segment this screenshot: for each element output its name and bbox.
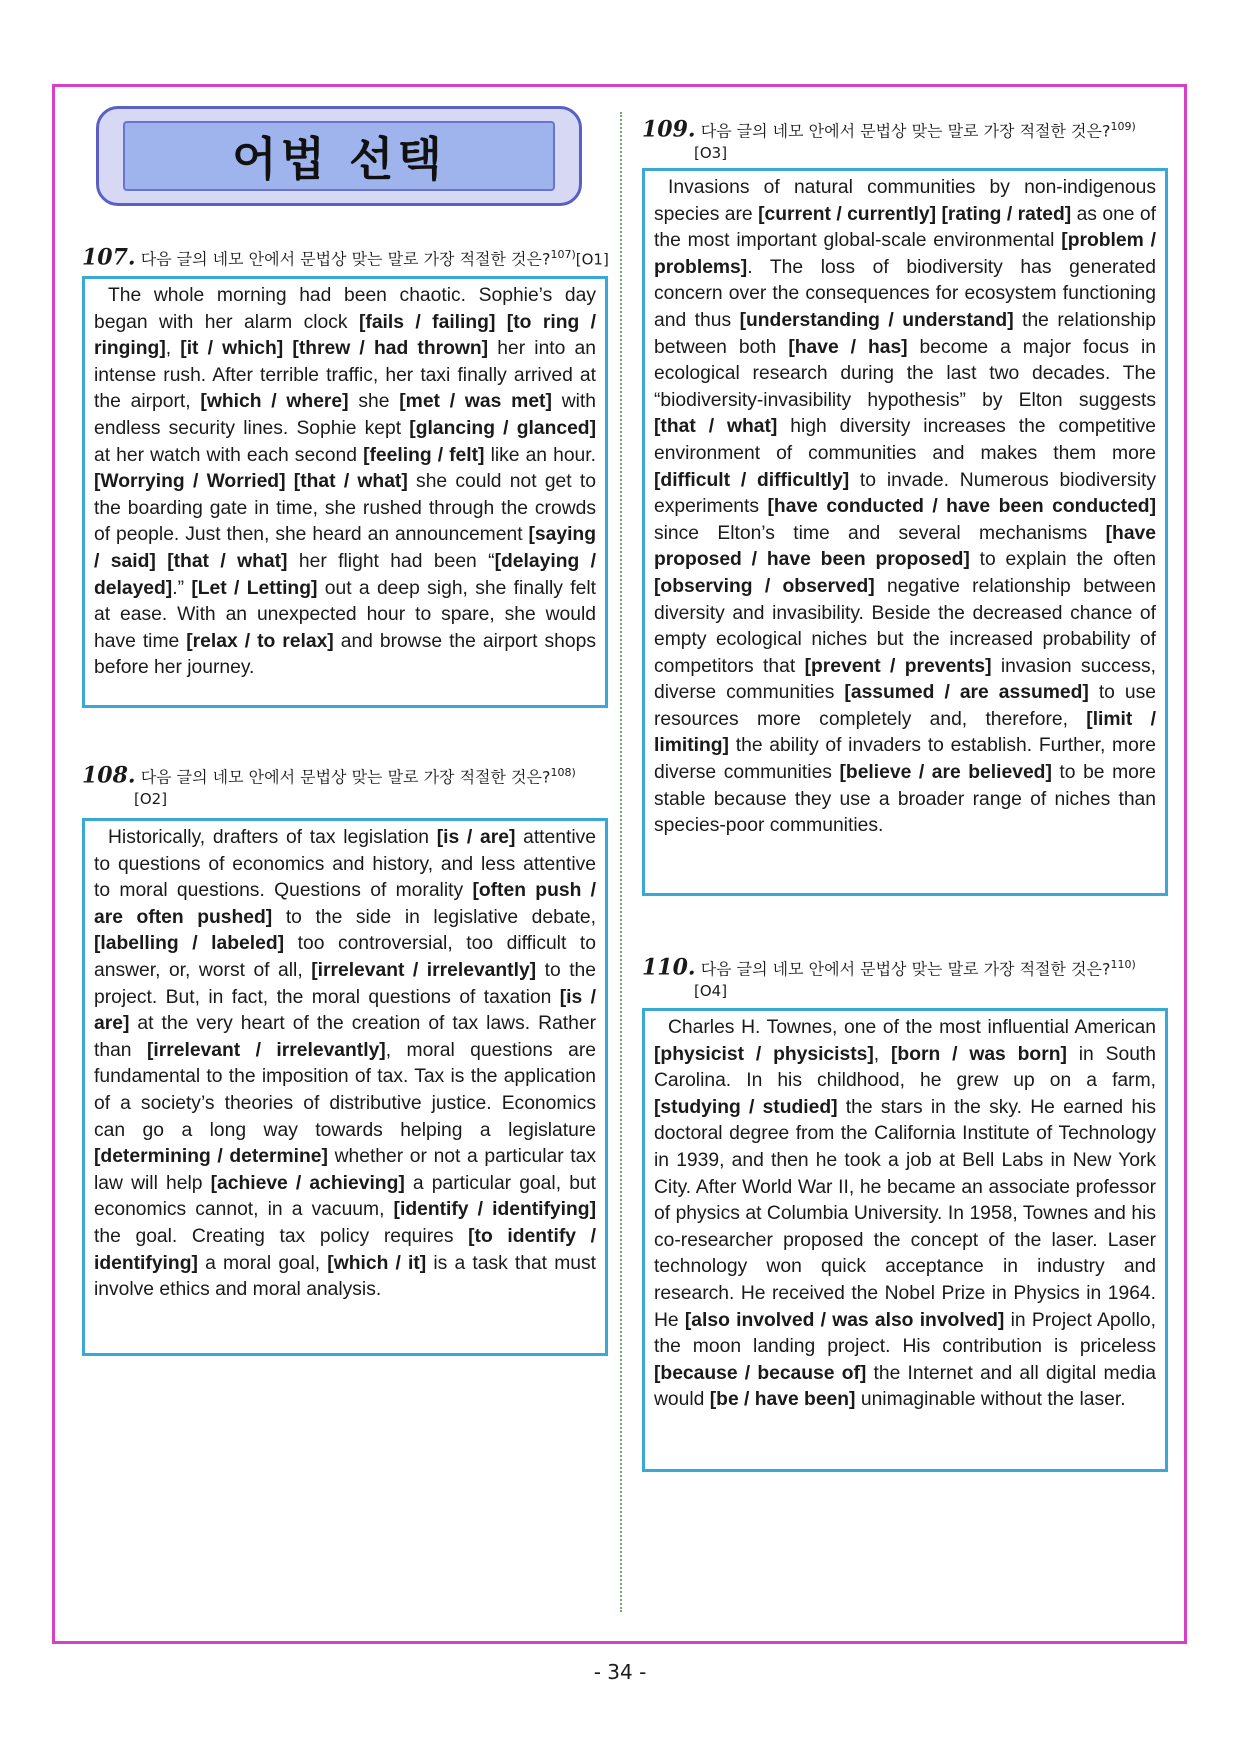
passage-box-108: [82, 818, 608, 1356]
choice-bracket: [identify / identifying]: [393, 1199, 596, 1221]
choice-bracket: [limit / limiting]: [654, 708, 1156, 757]
choice-bracket: [which / it]: [327, 1252, 427, 1274]
choice-bracket: [determining / determine]: [94, 1146, 328, 1168]
choice-bracket: [labelling / labeled]: [94, 933, 285, 955]
choice-bracket: [that / what]: [167, 550, 288, 572]
question-code: [O3]: [694, 144, 728, 163]
choice-bracket: [studying / studied]: [654, 1096, 838, 1118]
question-header-107: [82, 244, 622, 270]
passage-text: Historically, drafters of tax legislation [is / are] attentive to questions of economics and history, and less attentive to moral questions. Questions of morality [often push / are often pushed] to the side in legislative debate, [labelling / labeled] too controversial, too difficult to answer, or, worst of all, [irrelevant / irrelevantly] to the project. But, in fact, the moral questions of taxation [is / are] at the very heart of the creation of tax laws. Rather than [irrelevant / irrelevantly], moral questions are fundamental to the imposition of tax. Tax is the application of a society’s theories of distributive justice. Economics can go a long way towards helping a legislature [determining / determine] whether or not a particular tax law will help [achieve / achieving] a particular goal, but economics cannot, in a vacuum, [identify / identifying] the goal. Creating tax policy requires [to identify / identifying] a moral goal, [which / it] is a task that must involve ethics and moral analysis.: [94, 827, 597, 1301]
choice-bracket: [be / have been]: [709, 1389, 856, 1411]
question-instruction: 다음 글의 네모 안에서 문법상 맞는 말로 가장 적절한 것은?: [700, 959, 1111, 979]
question-code: [O1]: [575, 250, 609, 269]
title-inner: [123, 121, 555, 191]
choice-bracket: [is / are]: [436, 827, 516, 848]
title-badge: [96, 106, 582, 206]
choice-bracket: [assumed / are assumed]: [844, 682, 1089, 704]
question-instruction: 다음 글의 네모 안에서 문법상 맞는 말로 가장 적절한 것은?: [140, 249, 551, 269]
choice-bracket: [Let / Letting]: [191, 577, 318, 599]
choice-bracket: [difficult / difficultly]: [654, 469, 850, 491]
question-code: [O2]: [134, 790, 168, 809]
column-divider: [620, 112, 622, 1612]
choice-bracket: [achieve / achieving]: [210, 1172, 405, 1194]
question-header-108: [82, 762, 622, 810]
choice-bracket: [fails / failing]: [358, 311, 496, 333]
choice-bracket: [met / was met]: [399, 391, 552, 413]
choice-bracket: [which / where]: [200, 391, 349, 413]
choice-bracket: [have conducted / have been conducted]: [767, 496, 1156, 518]
choice-bracket: [Worrying / Worried]: [94, 471, 286, 493]
choice-bracket: [physicist / physicists]: [654, 1043, 874, 1065]
choice-bracket: [saying / said]: [94, 524, 596, 572]
choice-bracket: [observing / observed]: [654, 575, 875, 597]
question-instruction: 다음 글의 네모 안에서 문법상 맞는 말로 가장 적절한 것은?: [140, 767, 551, 787]
question-header-109: [642, 116, 1182, 164]
footnote-marker: 110): [1110, 958, 1136, 971]
question-instruction: 다음 글의 네모 안에서 문법상 맞는 말로 가장 적절한 것은?: [700, 121, 1111, 141]
question-number: 109.: [642, 116, 696, 143]
choice-bracket: [to identify / identifying]: [94, 1225, 596, 1274]
footnote-marker: 107): [550, 248, 576, 261]
choice-bracket: [believe / are believed]: [839, 762, 1052, 784]
choice-bracket: [feeling / felt]: [363, 444, 485, 466]
choice-bracket: [prevent / prevents]: [804, 655, 992, 677]
choice-bracket: [glancing / glanced]: [409, 417, 596, 439]
choice-bracket: [current / currently]: [758, 203, 937, 225]
question-header-110: [642, 954, 1182, 1002]
choice-bracket: [problem / problems]: [654, 230, 1157, 278]
choice-bracket: [irrelevant / irrelevantly]: [311, 959, 537, 981]
choice-bracket: [irrelevant / irrelevantly]: [146, 1039, 386, 1061]
choice-bracket: [it / which]: [180, 338, 284, 360]
choice-bracket: [because / because of]: [654, 1362, 867, 1384]
choice-bracket: [born / was born]: [891, 1043, 1067, 1065]
question-number: 110.: [642, 954, 696, 981]
passage-box-109: [642, 168, 1168, 896]
choice-bracket: [that / what]: [293, 471, 408, 493]
choice-bracket: [often push / are often pushed]: [94, 880, 597, 928]
page-number: - 34 -: [593, 1660, 647, 1684]
passage-box-110: [642, 1008, 1168, 1472]
footnote-marker: 109): [1110, 120, 1136, 133]
choice-bracket: [is / are]: [94, 986, 596, 1035]
passage-box-107: [82, 276, 608, 708]
choice-bracket: [threw / had thrown]: [292, 338, 489, 360]
choice-bracket: [relax / to relax]: [186, 630, 334, 652]
passage-text: The whole morning had been chaotic. Sophie’s day began with her alarm clock [fails / failing] [to ring / ringing], [it / which] [threw / had thrown] her into an intense rush. After terrible traffic, her taxi finally arrived at the airport, [which / where] she [met / was met] with endless security lines. Sophie kept [glancing / glanced] at her watch with each second [feeling / felt] like an hour. [Worrying / Worried] [that / what] she could not get to the boarding gate in time, she rushed through the crowds of people. Just then, she heard an announcement [saying / said] [that / what] her flight had been “[delaying / delayed].” [Let / Letting] out a deep sigh, she finally felt at ease. With an unexpected hour to spare, she would have time [relax / to relax] and browse the airport shops before her journey.: [94, 285, 597, 679]
question-number: 107.: [82, 244, 136, 271]
question-code: [O4]: [694, 982, 728, 1001]
choice-bracket: [have / has]: [788, 336, 908, 358]
choice-bracket: [understanding / understand]: [739, 309, 1014, 331]
choice-bracket: [delaying / delayed]: [94, 550, 597, 599]
choice-bracket: [rating / rated]: [941, 203, 1072, 225]
choice-bracket: [to ring / ringing]: [94, 311, 597, 360]
passage-text: Invasions of natural communities by non-indigenous species are [current / currently] [rating / rated] as one of the most important global-scale environmental [problem / problems]. The loss of biodiversity has generated concern over the consequences for ecosystem functioning and thus [understanding / understand] the relationship between both [have / has] become a major focus in ecological research during the last two decades. The “biodiversity-invasibility hypothesis” by Elton suggests [that / what] high diversity increases the competitive environment of communities and makes them more [difficult / difficultly] to invade. Numerous biodiversity experiments [have conducted / have been conducted] since Elton’s time and several mechanisms [have proposed / have been proposed] to explain the often [observing / observed] negative relationship between diversity and invasibility. Beside the decreased chance of empty ecological niches but the increased probability of competitors that [prevent / prevents] invasion success, diverse communities [assumed / are assumed] to use resources more completely and, therefore, [limit / limiting] the ability of invaders to establish. Further, more diverse communities [believe / are believed] to be more stable because they use a broader range of niches than species-poor communities.: [654, 177, 1157, 837]
choice-bracket: [that / what]: [654, 416, 778, 438]
page-title: 어법 선택: [232, 132, 446, 186]
passage-text: Charles H. Townes, one of the most influential American [physicist / physicists], [born / was born] in South Carolina. In his childhood, he grew up on a farm, [studying / studied] the stars in the sky. He earned his doctoral degree from the California Institute of Technology in 1939, and then he took a job at Bell Labs in New York City. After World War II, he became an associate professor of physics at Columbia University. In 1958, Townes and his co-researcher proposed the concept of the laser. Laser technology won quick acceptance in industry and research. He received the Nobel Prize in Physics in 1964. He [also involved / was also involved] in Project Apollo, the moon landing project. His contribution is priceless [because / because of] the Internet and all digital media would [be / have been] unimaginable without the laser.: [654, 1017, 1157, 1411]
footnote-marker: 108): [550, 766, 576, 779]
choice-bracket: [have proposed / have been proposed]: [654, 522, 1156, 571]
choice-bracket: [also involved / was also involved]: [684, 1309, 1005, 1331]
question-number: 108.: [82, 762, 136, 789]
